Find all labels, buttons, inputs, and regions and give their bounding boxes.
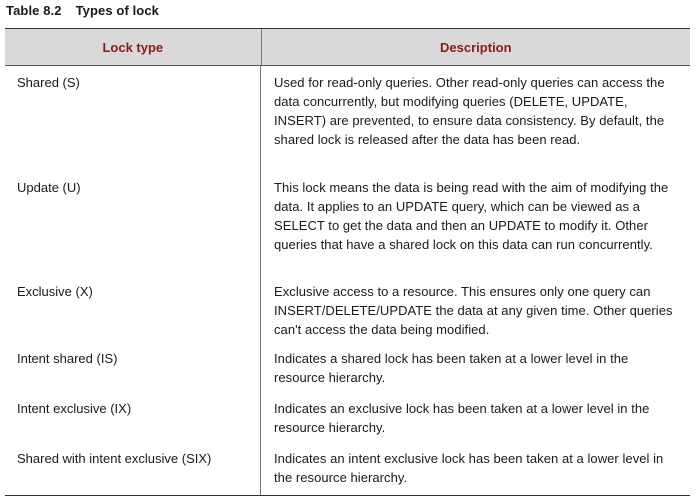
lock-types-table [5,28,690,496]
column-header-lock-type: Lock type [5,29,262,65]
table-row [5,66,690,171]
table-row [5,171,690,275]
table-header-row [5,29,690,66]
table-title: Types of lock [75,3,159,18]
table-number: Table 8.2 [6,3,62,18]
lock-type-cell: Shared (S) [5,66,261,171]
lock-type-cell: Update (U) [5,171,261,275]
column-header-description: Description [440,39,512,55]
lock-type-cell: Intent shared (IS) [5,342,261,392]
description-cell: Exclusive access to a resource. This ensures only one query can INSERT/DELETE/UPDATE the data at any given time. Other queries can't access the data being modified. [274,284,673,337]
lock-type-cell: Intent exclusive (IX) [5,392,261,442]
lock-type-cell: Shared with intent exclusive (SIX) [5,442,261,495]
table-row [5,275,690,342]
table-row [5,392,690,442]
table-row [5,442,690,495]
description-cell: Indicates an intent exclusive lock has been taken at a lower level in the resource hierarchy. [274,451,664,485]
description-cell: Used for read-only queries. Other read-only queries can access the data concurrently, but modifying queries (DELETE, UPDATE, INSERT) are prevented, to ensure data consistency. By default, the shared lock is released after the data has been read. [274,75,665,147]
table-row [5,342,690,392]
description-cell: This lock means the data is being read with the aim of modifying the data. It applies to an UPDATE query, which can be viewed as a SELECT to get the data and then an UPDATE to modify it. Other queries that have a shared lock on this data can run concurrently. [274,180,669,252]
description-cell: Indicates an exclusive lock has been taken at a lower level in the resource hierarchy. [274,401,650,435]
description-cell: Indicates a shared lock has been taken at a lower level in the resource hierarchy. [274,351,629,385]
table-caption [6,3,159,18]
lock-type-cell: Exclusive (X) [5,275,261,342]
